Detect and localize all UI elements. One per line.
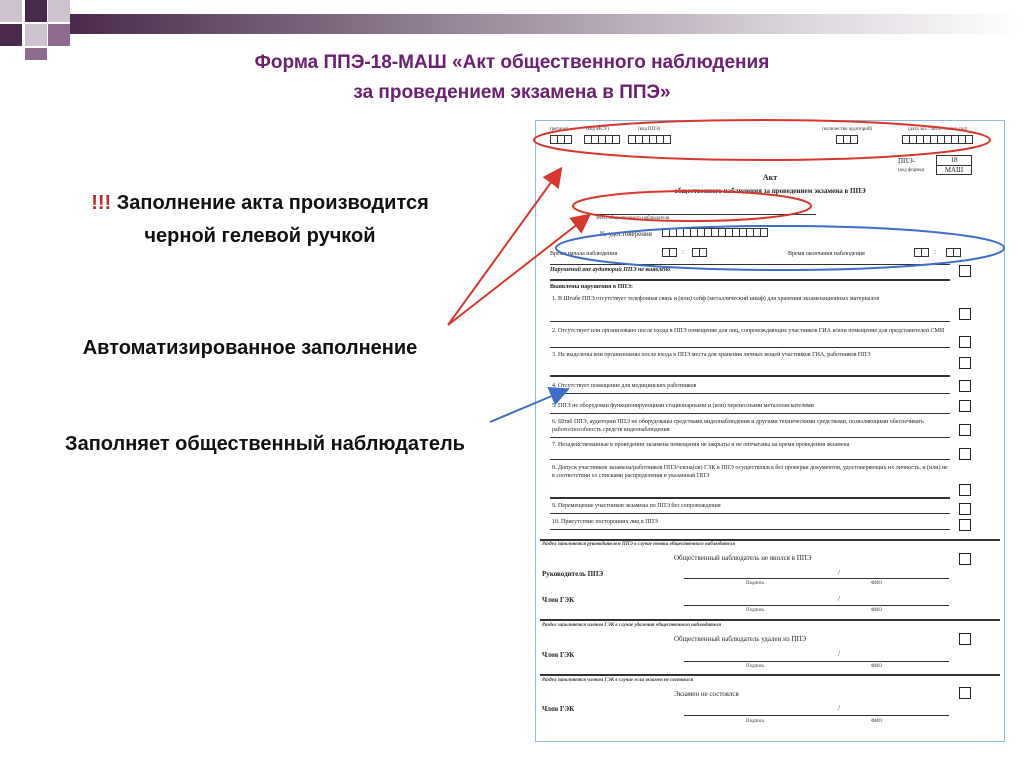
- fio-caption: ФИО: [871, 608, 883, 613]
- section2-title: Раздел заполняется членом ГЭК в случае удаления общественного наблюдателя: [542, 623, 722, 628]
- outside-none-label: Нарушений вне аудиторий ППЭ не выявлено: [550, 267, 671, 273]
- id-label: № удостоверения: [600, 230, 652, 238]
- head-ppe-label: Руководитель ППЭ: [542, 570, 604, 578]
- start-time-label: Время начала наблюдения: [550, 251, 618, 257]
- violation-item-1: 1. В Штабе ППЭ отсутствует телефонная связь и (или) сейф (металлический шкаф) для хранения экзаменационных материалов: [552, 296, 880, 302]
- violation-item-9: 9. Перемещение участников экзамена по ППЭ без сопровождения: [552, 503, 721, 509]
- slide-title-line2: за проведением экзамена в ППЭ»: [353, 82, 671, 103]
- section1-text: Общественный наблюдатель не явился в ППЭ: [674, 554, 812, 562]
- arrow-to-fio: [448, 216, 588, 325]
- sign-label: Подпись: [746, 719, 765, 724]
- found-label: Выявлены нарушения в ППЭ:: [550, 284, 634, 290]
- pen-note-line2: черной гелевой ручкой: [144, 225, 376, 247]
- violation-item-3: 3. Не выделены или организованы после входа в ППЭ места для хранения личных вещей участников ГИА, работников ППЭ: [552, 352, 871, 358]
- fio-label: ФИО общественного наблюдателя: [596, 216, 670, 221]
- form-code-prefix: ППЭ-: [898, 157, 916, 165]
- date-label: (дата экз.: число-месяц-год): [908, 127, 968, 132]
- violation-item-7: 7. Незадействованные в проведении экзамена помещения не закрыты и не опечатаны на время проведения экзамена: [552, 442, 850, 448]
- auto-fill-label: Автоматизированное заполнение: [82, 337, 418, 359]
- form-code-sub: (код формы): [898, 168, 925, 173]
- section1-title: Раздел заполняется руководителем ППЭ в случае неявки общественного наблюдателя: [542, 542, 735, 547]
- section3-title: Раздел заполняется членом ГЭК в случае если экзамен не состоялся: [542, 678, 694, 683]
- violation-item-4: 4. Отсутствует помещение для медицинских работников: [552, 383, 697, 389]
- arrow-to-time: [490, 390, 566, 422]
- observer-fills-label: Заполняет общественный наблюдатель: [65, 433, 465, 455]
- arrow-to-header: [448, 170, 560, 325]
- gek-member-label: Член ГЭК: [542, 596, 575, 604]
- slide-title-line1: Форма ППЭ-18-МАШ «Акт общественного наблюдения: [254, 52, 770, 73]
- violation-item-5: 5. ППЭ не оборудован функционирующими стационарными и (или) переносными металлоискателями: [552, 403, 814, 409]
- slash: /: [838, 704, 840, 712]
- slash: /: [838, 650, 840, 658]
- violation-item-10: 10. Присутствие посторонних лиц в ППЭ: [552, 519, 658, 525]
- section2-text: Общественный наблюдатель удален из ППЭ: [674, 635, 807, 643]
- ppe-code-label: (код ППЭ): [638, 127, 661, 132]
- form-suffix: МАШ: [937, 165, 971, 175]
- form-number: 18: [950, 156, 958, 164]
- fio-caption: ФИО: [871, 664, 883, 669]
- region-label: (регион): [550, 127, 568, 132]
- fio-highlight-ellipse: [573, 191, 811, 221]
- sign-label: Подпись: [746, 608, 765, 613]
- sign-label: Подпись: [746, 581, 765, 586]
- form-document: (регион) (код МСУ) (код ППЭ) (количество аудиторий) (дата экз.: число-месяц-год) ППЭ- (код формы) 18 МАШ Акт общественного наблюдения за проведением экзамена в ППЭ ФИО общественного наблюдателя № удостоверения Время начала наблюдения : Время окончания наблюдения : Нарушений вне аудиторий ППЭ не выявлено Выявлены нарушения в ППЭ: 1. В Штабе ППЭ отсутствует телефонная связь и (или) сейф (металлический шкаф) для хранения экзаменационных материалов 2. Отсутствует или организовано после входа в ППЭ помещение для лиц, сопровождающих участников ГИА и/или помещение для представителей СМИ 3. Не выделены или организованы после входа в ППЭ места для хранения личных вещей участников ГИА, работников ППЭ 4. Отсутствует помещение для медицинских работников 5. ППЭ не оборудован функционирующими стационарными и (или) переносными металлоискателями 6. Штаб ППЭ, аудитории ППЭ не оборудованы средствами видеонаблюдения и другими техническими средствами, позволяющими обеспечивать работоспособность средств видеонаблюдения 7. Незадействованные в проведении экзамена помещения не закрыты и не опечатаны на время проведения экзамена 8. Допуск участников экзамена/работников ППЭ/члена(ов) ГЭК в ППЭ осуществлялся без проверки документов, удостоверяющих их личность, и (или) не в соответствии со списками распределения в указанный ППЭ 9. Перемещение участников экзамена по ППЭ без сопровождения 10. Присутствие посторонних лиц в ППЭ Раздел заполняется руководителем ППЭ в случае неявки общественного наблюдателя Общественный наблюдатель не явился в ППЭ Руководитель ППЭ / Подпись ФИО Член ГЭК / Подпись ФИО Раздел заполняется членом ГЭК в случае удаления общественного наблюдателя Общественный наблюдатель удален из ППЭ Член ГЭК / Подпись ФИО Раздел заполняется членом ГЭК в случае если экзамен не состоялся Экзамен не состоялся Член ГЭК / Подпись ФИО: [535, 120, 1005, 742]
- gek-member-label: Член ГЭК: [542, 651, 575, 659]
- act-title: Акт: [762, 173, 778, 182]
- pen-note-line1: Заполнение акта производится: [116, 192, 429, 214]
- act-subtitle: общественного наблюдения за проведением экзамена в ППЭ: [674, 187, 866, 195]
- gek-member-label: Член ГЭК: [542, 705, 575, 713]
- fio-caption: ФИО: [871, 719, 883, 724]
- end-time-label: Время окончания наблюдения: [788, 251, 865, 257]
- violation-item-8: 8. Допуск участников экзамена/работников ППЭ/члена(ов) ГЭК в ППЭ осуществлялся без проверки документов, удостоверяющих их личность, и (или) не в соответствии со списками распределения в указанный ППЭ: [552, 465, 948, 479]
- violation-item-2: 2. Отсутствует или организовано после входа в ППЭ помещение для лиц, сопровождающих участников ГИА и/или помещение для представителей СМИ: [552, 328, 945, 334]
- sign-label: Подпись: [746, 664, 765, 669]
- msu-label: (код МСУ): [586, 127, 609, 132]
- fio-caption: ФИО: [871, 581, 883, 586]
- time-highlight-ellipse: [556, 226, 1004, 270]
- count-label: (количество аудиторий): [822, 127, 873, 132]
- slash: /: [838, 595, 840, 603]
- header-highlight-ellipse: [534, 120, 990, 160]
- slash: /: [838, 569, 840, 577]
- violation-item-6: 6. Штаб ППЭ, аудитории ППЭ не оборудованы средствами видеонаблюдения и другими техническими средствами, позволяющими обеспечивать работоспособность средств видеонаблюдения: [552, 419, 924, 433]
- section3-text: Экзамен не состоялся: [674, 690, 739, 698]
- exclamation-mark: !!!: [91, 192, 112, 214]
